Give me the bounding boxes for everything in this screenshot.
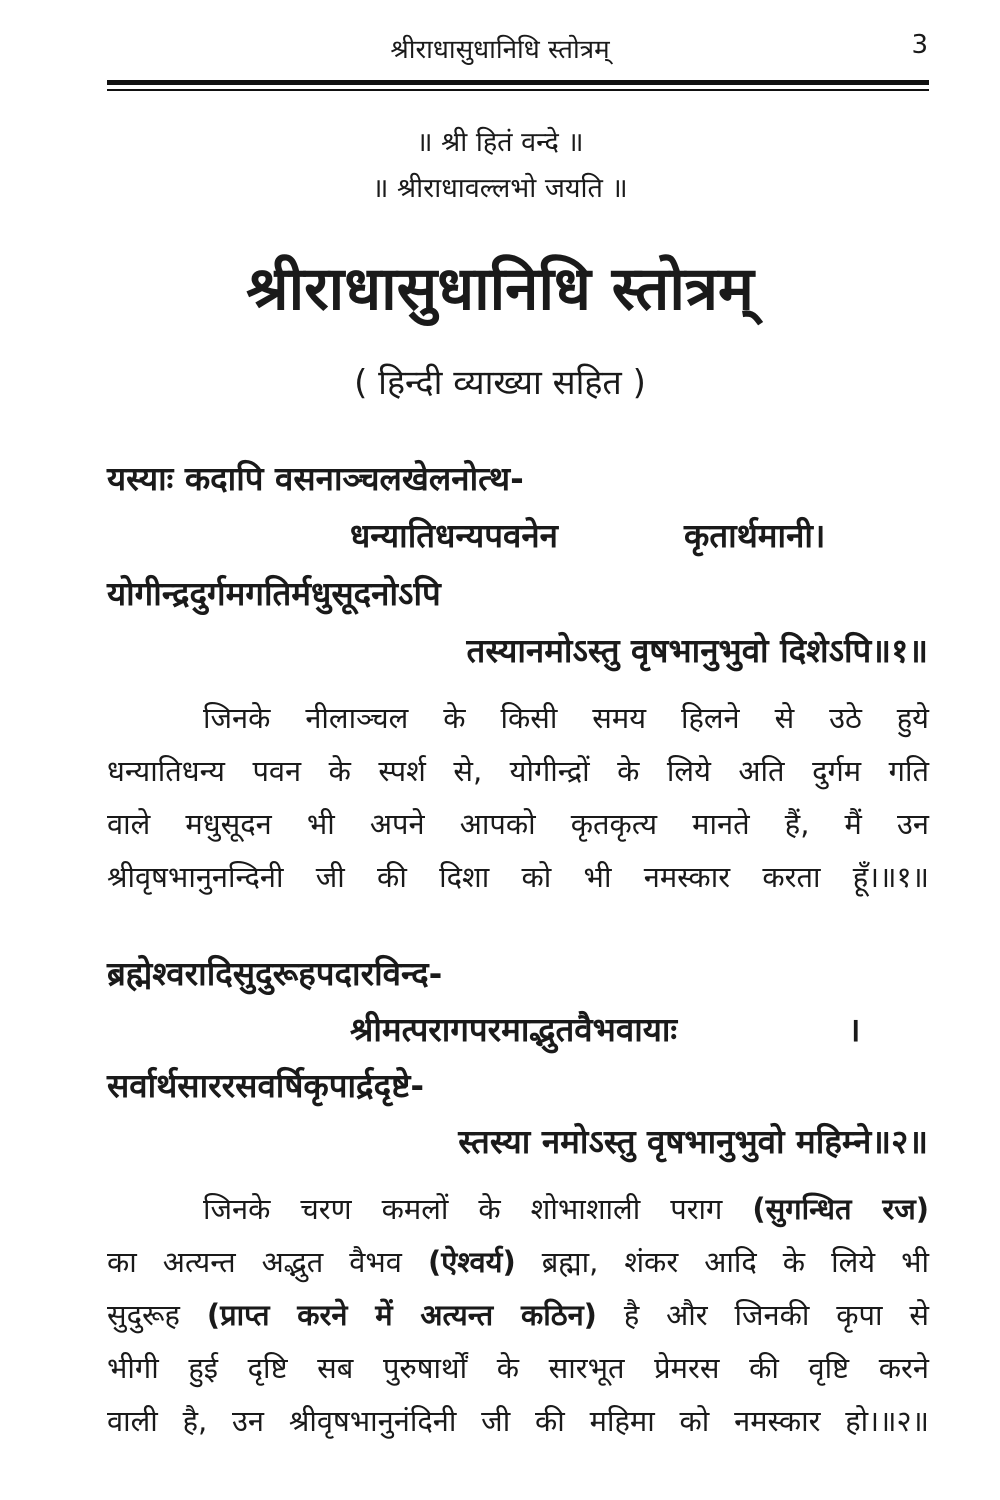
commentary1-line2: धन्यातिधन्य पवन के स्पर्श से, योगीन्द्रों के लिये अति दुर्गम गति: [107, 754, 929, 788]
running-header-title: श्रीराधासुधानिधि स्तोत्रम्: [390, 35, 610, 65]
commentary2-line1-text: जिनके चरण कमलों के शोभाशाली पराग: [203, 1192, 723, 1226]
verse2-line3: सर्वार्थसाररसवर्षिकृपार्द्रदृष्टे-: [107, 1066, 425, 1105]
verse1-line4: तस्यानमोऽस्तु वृषभानुभुवो दिशेऽपि॥१॥: [466, 631, 928, 670]
header-rule-thin: [107, 89, 929, 91]
commentary2-line2-text-c: ब्रह्मा, शंकर आदि के लिये भी: [541, 1245, 929, 1279]
page-title: श्रीराधासुधानिधि स्तोत्रम्: [246, 254, 754, 324]
verse2-line4: स्तस्या नमोऽस्तु वृषभानुभुवो महिम्ने॥२॥: [458, 1122, 928, 1161]
verse1-line3: योगीन्द्रदुर्गमगतिर्मधुसूदनोऽपि: [107, 574, 441, 613]
commentary2-line1: [107, 1183, 929, 1236]
commentary1-line1: जिनके नीलाञ्चल के किसी समय हिलने से उठे हुये: [203, 701, 929, 735]
verse1-line1: यस्याः कदापि वसनाञ्चलखेलनोत्थ-: [107, 459, 524, 498]
invocation-2: ॥ श्रीराधावल्लभो जयति ॥: [372, 173, 628, 204]
verse1-line2b: कृतार्थमानी।: [684, 516, 826, 555]
verse1-line2a: धन्यातिधन्यपवनेन: [350, 516, 558, 555]
commentary1-line3: वाले मधुसूदन भी अपने आपको कृतकृत्य मानते हैं, मैं उन: [107, 807, 929, 841]
commentary2-line3-gloss: (प्राप्त करने में अत्यन्त कठिन): [206, 1298, 597, 1332]
commentary-1: [107, 692, 929, 904]
commentary-2: [107, 1183, 929, 1448]
commentary2-line2: [107, 1236, 929, 1289]
commentary2-line2-text-a: का अत्यन्त अद्भुत वैभव: [107, 1245, 402, 1279]
commentary2-line3-text-c: है और जिनकी कृपा से: [623, 1298, 929, 1332]
invocation-1: ॥ श्री हितं वन्दे ॥: [416, 127, 584, 158]
page-subtitle: ( हिन्दी व्याख्या सहित ): [354, 363, 646, 403]
header-rule-thick: [107, 80, 929, 85]
page-number: 3: [911, 30, 928, 60]
commentary2-line1-gloss: (सुगन्धित रज): [752, 1192, 929, 1226]
commentary2-line5: वाली है, उन श्रीवृषभानुनंदिनी जी की महिमा को नमस्कार हो।॥२॥: [107, 1404, 929, 1438]
commentary2-line4: भीगी हुई दृष्टि सब पुरुषार्थों के सारभूत प्रेमरस की वृष्टि करने: [107, 1351, 929, 1385]
verse2-line1: ब्रह्मेश्वरादिसुदुरूहपदारविन्द-: [107, 954, 443, 993]
commentary2-line3-text-a: सुदुरूह: [107, 1298, 180, 1332]
commentary2-line3: [107, 1289, 929, 1342]
verse2-line2b: ।: [848, 1010, 861, 1049]
commentary1-line4: श्रीवृषभानुनन्दिनी जी की दिशा को भी नमस्कार करता हूँ।॥१॥: [107, 860, 929, 894]
verse2-line2a: श्रीमत्परागपरमाद्भुतवैभवायाः: [350, 1010, 678, 1049]
commentary2-line2-gloss: (ऐश्वर्य): [427, 1245, 516, 1279]
